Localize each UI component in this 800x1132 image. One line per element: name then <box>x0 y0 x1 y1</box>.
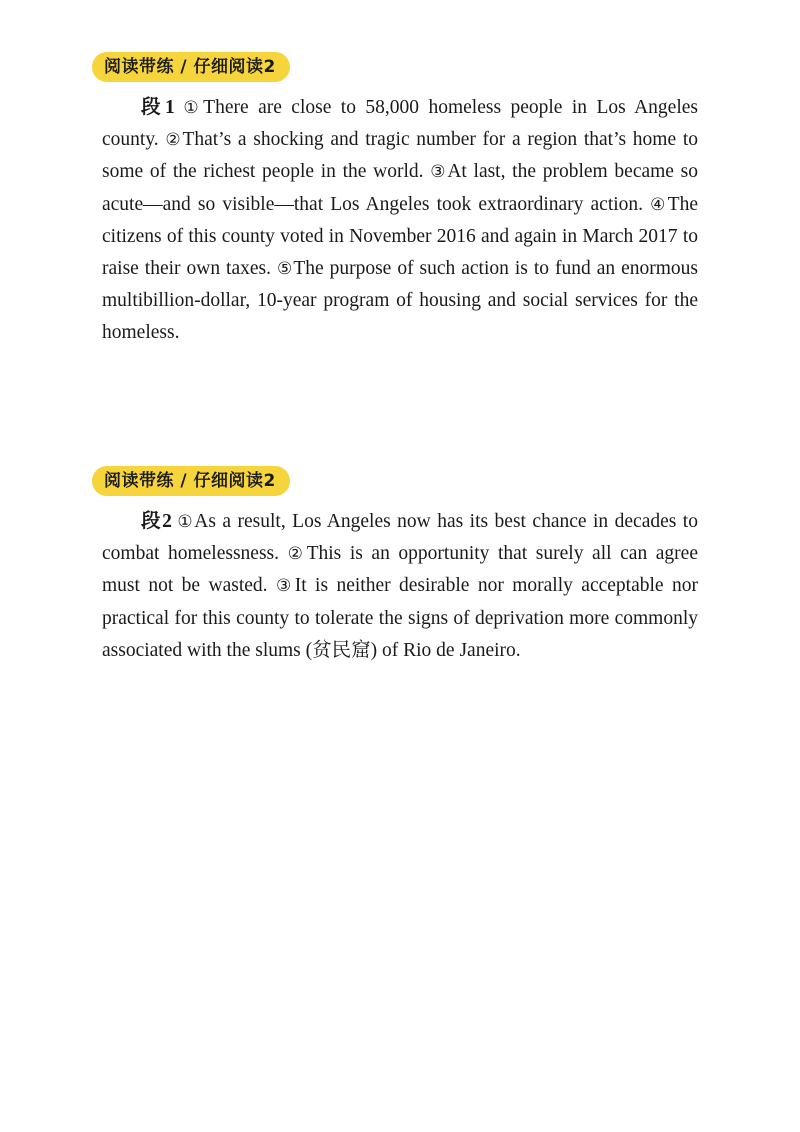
sentence-text: That’s a shocking and tragic number for a region that’s home to some of the richest people in the world. <box>102 129 698 183</box>
sentence-number: ③ <box>430 162 448 183</box>
sentence-number: ② <box>165 130 183 151</box>
paragraph-2 <box>102 506 698 667</box>
sentence-number: ⑤ <box>276 259 294 280</box>
reading-section-2 <box>92 466 700 667</box>
paragraph-label: 段2 <box>141 511 172 532</box>
sentence-text: At last, the problem became so acute—and so visible—that Los Angeles took extraordinary action. <box>102 161 698 215</box>
section-tag: 阅读带练 / 仔细阅读2 <box>92 52 290 82</box>
sentence-text: As a result, Los Angeles now has its best chance in decades to combat homelessness. <box>102 511 698 565</box>
sentence-number: ① <box>175 512 195 532</box>
sentence-text: This is an opportunity that surely all can agree must not be wasted. <box>102 543 698 597</box>
sentence-text: The purpose of such action is to fund an enormous multibillion-dollar, 10-year program of housing and social services for the homeless. <box>102 258 698 344</box>
paragraph-label: 段1 <box>141 97 175 118</box>
reading-section-1 <box>92 52 700 350</box>
sentence-number: ① <box>178 98 204 118</box>
section-tag: 阅读带练 / 仔细阅读2 <box>92 466 290 496</box>
sentence-text: The citizens of this county voted in November 2016 and again in March 2017 to raise their own taxes. <box>102 193 698 280</box>
sentence-text: There are close to 58,000 homeless people in Los Angeles county. <box>102 97 698 151</box>
sentence-text: It is neither desirable nor morally acceptable nor practical for this county to tolerate the signs of deprivation more commonly associated with the slums (贫民窟) of Rio de Janeiro. <box>102 575 698 661</box>
sentence-number: ④ <box>650 194 668 215</box>
sentence-number: ③ <box>275 576 295 597</box>
sentence-number: ② <box>287 544 307 565</box>
paragraph-1 <box>102 92 698 350</box>
